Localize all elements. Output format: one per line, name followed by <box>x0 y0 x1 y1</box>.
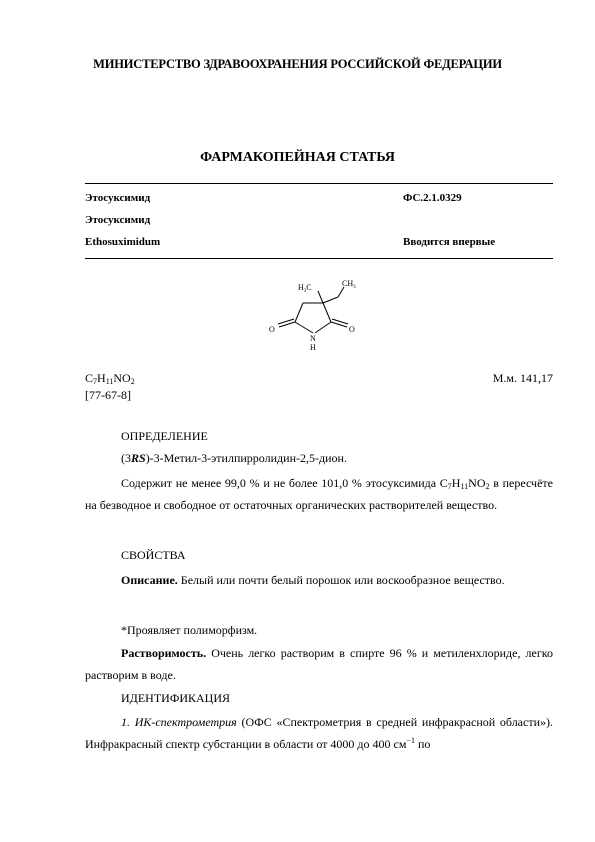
oxygen-right-label: O <box>349 325 355 334</box>
cas-number: [77-67-8] <box>85 388 131 402</box>
h3c-label: $H_3C$ <box>298 283 312 294</box>
ir-paragraph: 1. ИК-спектрометрия (ОФС «Спектрометрия в средней инфракрасной области»). Инфракрасный спектр субстанции в области от 4000 до 400 $см^{-1}$ по <box>85 715 553 751</box>
structural-formula <box>260 275 370 355</box>
ministry-header: МИНИСТЕРСТВО ЗДРАВООХРАНЕНИЯ РОССИЙСКОЙ ФЕДЕРАЦИИ <box>93 57 502 71</box>
section-properties: СВОЙСТВА <box>121 548 186 562</box>
status-text: Вводится впервые <box>403 236 496 248</box>
oxygen-left-label: O <box>269 325 275 334</box>
polymorphism-note: *Проявляет полиморфизм. <box>121 623 258 637</box>
chemical-name: (3RS)-3-Метил-3-этилпирролидин-2,5-дион. <box>121 451 347 465</box>
section-definition: ОПРЕДЕЛЕНИЕ <box>121 429 208 443</box>
name-ru-2: Этосуксимид <box>85 214 151 226</box>
article-code: ФС.2.1.0329 <box>403 192 462 204</box>
divider-bottom <box>85 258 553 259</box>
nh-hydrogen-label: H <box>310 343 316 352</box>
description-paragraph: Описание. Белый или почти белый порошок или воскообразное вещество. <box>121 573 505 587</box>
nitrogen-label: N <box>310 334 316 343</box>
solubility-paragraph: Растворимость. Очень легко растворим в спирте 96 % и метиленхлориде, легко растворим в воде. <box>85 646 553 682</box>
section-identification: ИДЕНТИФИКАЦИЯ <box>121 691 230 705</box>
molecular-mass: М.м. 141,17 <box>492 371 553 385</box>
name-ru-1: Этосуксимид <box>85 192 151 204</box>
name-latin: Ethosuximidum <box>85 236 161 248</box>
content-paragraph: Содержит не менее 99,0 % и не более 101,0 % этосуксимида $C_7H_{11}NO_2$ в пересчёте на безводное и свободное от остаточных органических растворителей вещество. <box>85 476 553 512</box>
molecular-formula: $C_7H_{11}NO_2$ <box>85 371 135 386</box>
ch3-label: $CH_3$ <box>342 279 356 290</box>
article-title: ФАРМАКОПЕЙНАЯ СТАТЬЯ <box>200 150 395 165</box>
divider-top <box>85 183 553 184</box>
